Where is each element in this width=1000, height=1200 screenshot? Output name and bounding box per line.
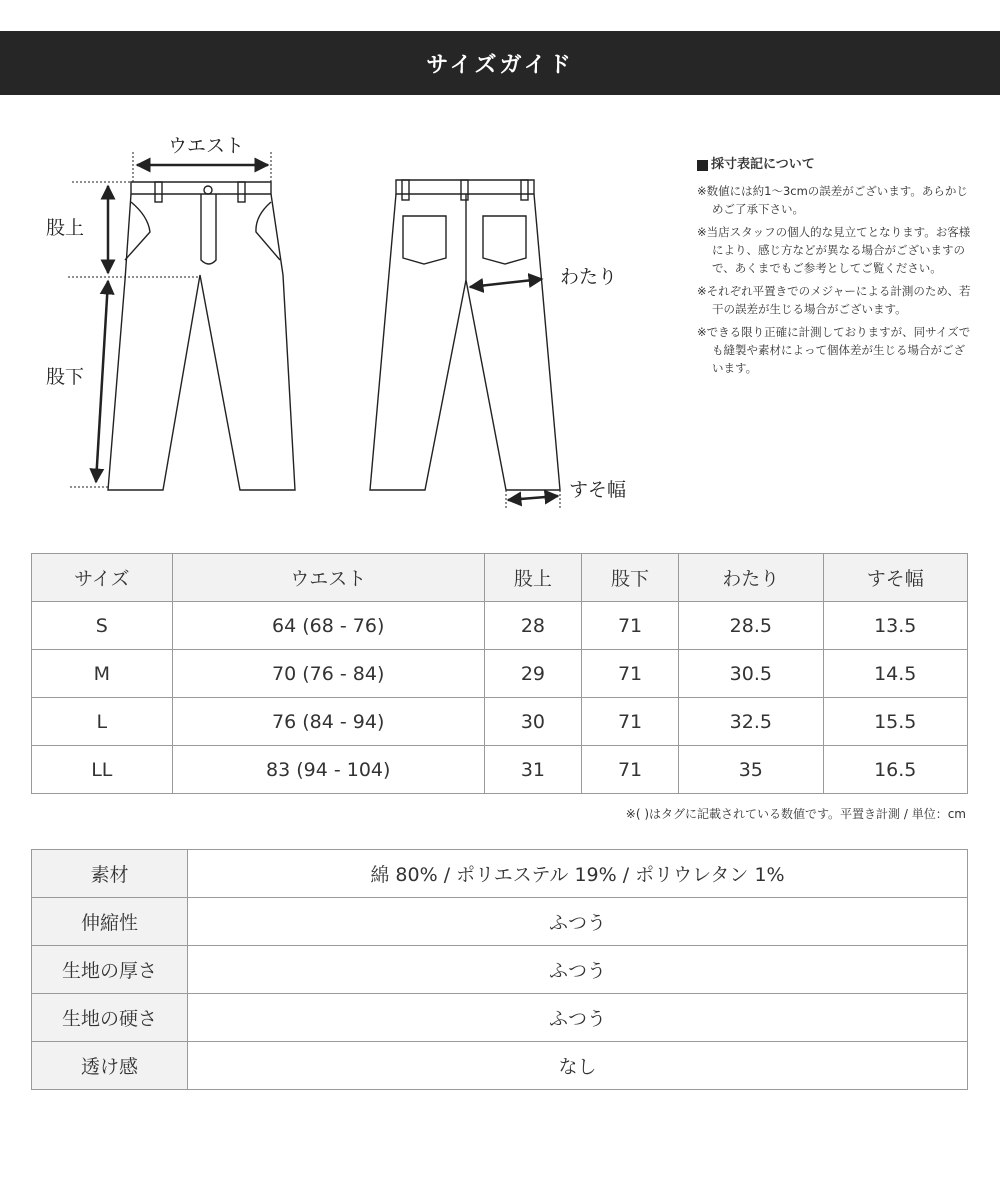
header-hem: すそ幅 <box>823 554 967 602</box>
table-cell: 16.5 <box>823 746 967 794</box>
table-cell: 28 <box>484 602 581 650</box>
table-cell: 70 (76 - 84) <box>172 650 484 698</box>
square-bullet-icon <box>697 160 708 171</box>
hem-label: すそ幅 <box>569 479 627 501</box>
size-table-header-row <box>32 554 968 602</box>
stretch-value: ふつう <box>188 898 968 946</box>
thickness-label: 生地の厚さ <box>32 946 188 994</box>
table-cell: L <box>32 698 173 746</box>
table-cell: M <box>32 650 173 698</box>
header-size: サイズ <box>32 554 173 602</box>
table-row <box>32 994 968 1042</box>
table-row <box>32 746 968 794</box>
table-cell: 14.5 <box>823 650 967 698</box>
table-cell: 32.5 <box>679 698 823 746</box>
measurement-notes <box>697 156 975 382</box>
table-row <box>32 698 968 746</box>
rise-label: 股上 <box>46 217 85 239</box>
notes-title-text: 採寸表記について <box>711 157 815 172</box>
inseam-label: 股下 <box>46 366 85 388</box>
table-cell: 29 <box>484 650 581 698</box>
material-value: 綿 80% / ポリエステル 19% / ポリウレタン 1% <box>188 850 968 898</box>
table-cell: 76 (84 - 94) <box>172 698 484 746</box>
table-row <box>32 650 968 698</box>
material-label: 素材 <box>32 850 188 898</box>
table-cell: 30.5 <box>679 650 823 698</box>
thickness-value: ふつう <box>188 946 968 994</box>
table-cell: S <box>32 602 173 650</box>
table-cell: LL <box>32 746 173 794</box>
notes-title <box>697 156 975 174</box>
header-waist: ウエスト <box>172 554 484 602</box>
note-item: ※できる限り正確に計測しておりますが、同サイズでも縫製や素材によって個体差が生じる場合がございます。 <box>697 325 971 375</box>
table-cell: 13.5 <box>823 602 967 650</box>
material-table <box>31 849 968 1090</box>
table-cell: 15.5 <box>823 698 967 746</box>
table-cell: 31 <box>484 746 581 794</box>
stiffness-value: ふつう <box>188 994 968 1042</box>
size-table-footnote: ※( )はタグに記載されている数値です。平置き計測 / 単位：cm <box>625 807 966 821</box>
page-title: サイズガイド <box>426 52 574 78</box>
guide-lines <box>68 152 560 508</box>
page-header <box>0 31 1000 95</box>
table-row <box>32 1042 968 1090</box>
pants-illustration <box>0 110 680 530</box>
note-item: ※数値には約1〜3cmの誤差がございます。あらかじめご了承下さい。 <box>697 184 968 216</box>
table-row <box>32 946 968 994</box>
table-row <box>32 898 968 946</box>
waist-label: ウエスト <box>168 135 245 157</box>
stretch-label: 伸縮性 <box>32 898 188 946</box>
table-row <box>32 602 968 650</box>
pants-diagram <box>0 110 680 530</box>
table-cell: 71 <box>581 650 678 698</box>
stiffness-label: 生地の硬さ <box>32 994 188 1042</box>
note-item: ※それぞれ平置きでのメジャーによる計測のため、若干の誤差が生じる場合がございます。 <box>697 284 971 316</box>
sheerness-label: 透け感 <box>32 1042 188 1090</box>
front-pants-icon <box>108 182 295 490</box>
table-row <box>32 850 968 898</box>
sheerness-value: なし <box>188 1042 968 1090</box>
note-item: ※当店スタッフの個人的な見立てとなります。お客様により、感じ方などが異なる場合がございますので、あくまでもご参考としてご覧ください。 <box>697 225 971 275</box>
thigh-label: わたり <box>560 266 618 288</box>
header-rise: 股上 <box>484 554 581 602</box>
header-thigh: わたり <box>679 554 823 602</box>
table-cell: 71 <box>581 698 678 746</box>
table-cell: 71 <box>581 746 678 794</box>
size-table <box>31 553 968 794</box>
table-cell: 30 <box>484 698 581 746</box>
table-cell: 71 <box>581 602 678 650</box>
back-pants-icon <box>370 180 560 490</box>
measure-arrows <box>96 165 558 500</box>
table-cell: 64 (68 - 76) <box>172 602 484 650</box>
table-cell: 35 <box>679 746 823 794</box>
header-inseam: 股下 <box>581 554 678 602</box>
table-cell: 83 (94 - 104) <box>172 746 484 794</box>
table-cell: 28.5 <box>679 602 823 650</box>
